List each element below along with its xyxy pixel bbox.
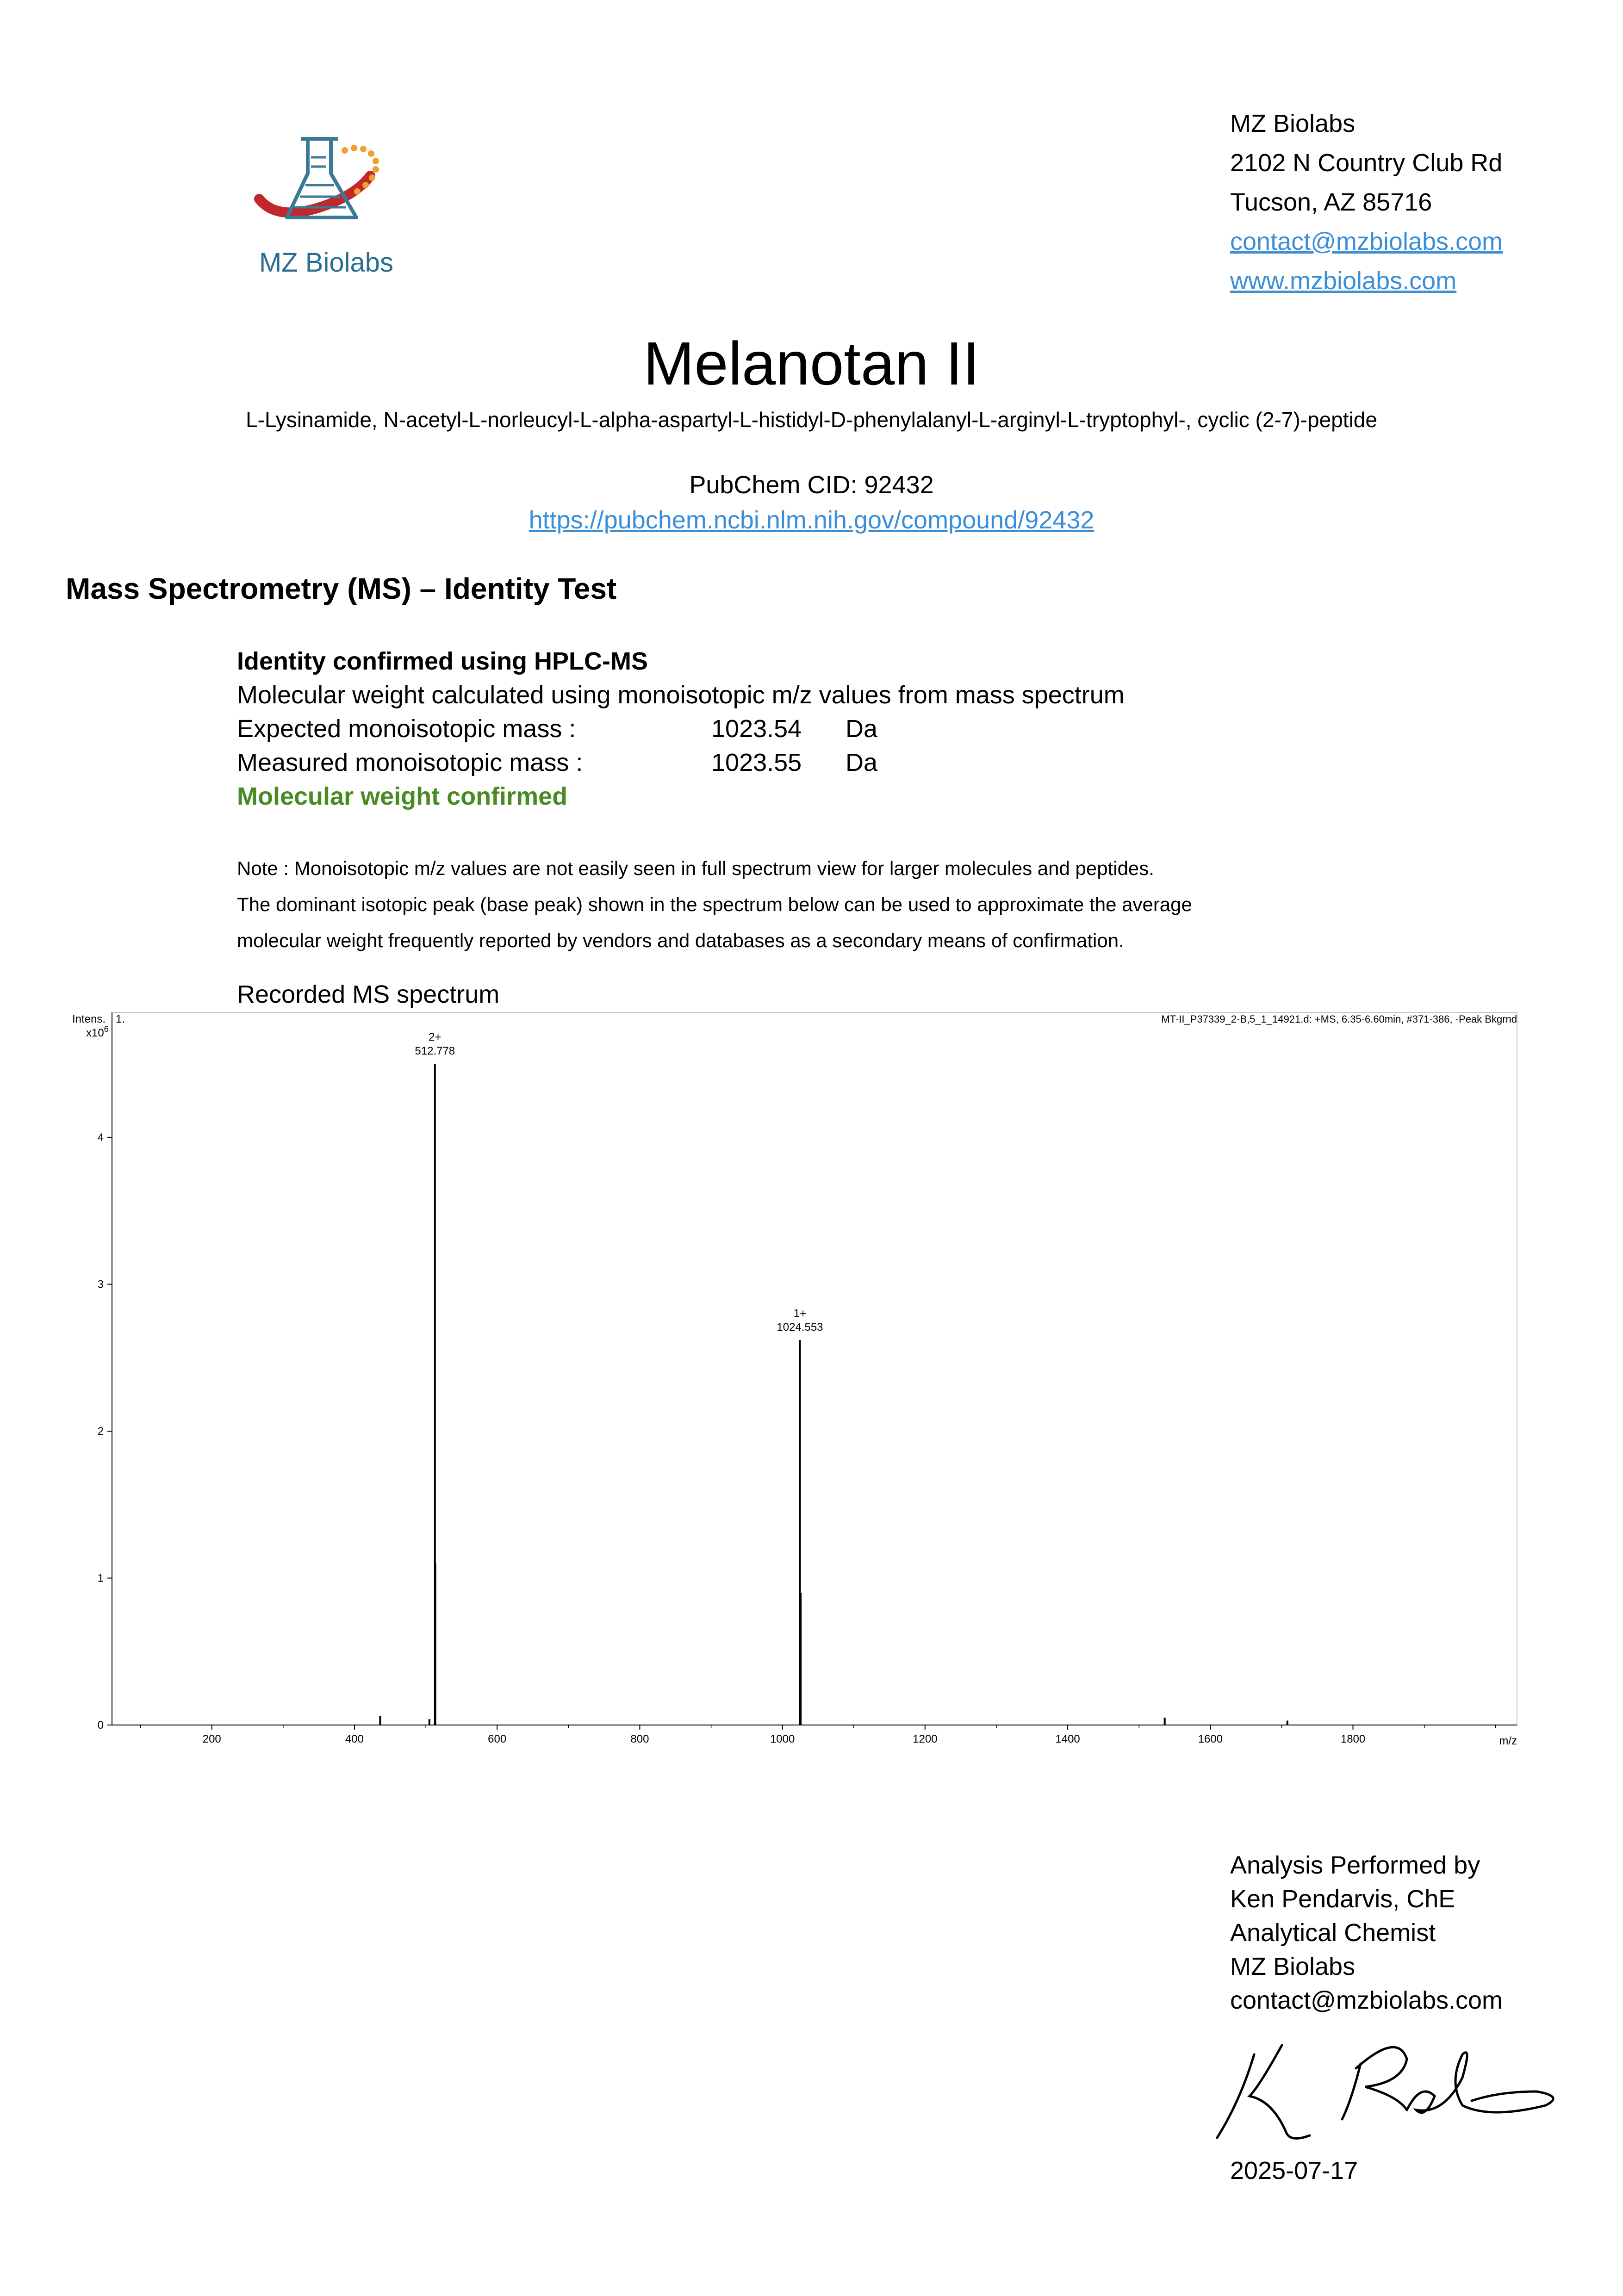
x-axis-label: m/z — [1499, 1735, 1517, 1747]
plot-frame — [112, 1012, 1517, 1725]
spectrum-plot — [69, 1009, 1523, 1758]
company-name: MZ Biolabs — [1230, 110, 1356, 137]
identity-method: Identity confirmed using HPLC-MS — [237, 647, 648, 675]
y-tick-label: 0 — [97, 1719, 104, 1731]
section-heading: Mass Spectrometry (MS) – Identity Test — [66, 572, 617, 605]
logo-text: MZ Biolabs — [259, 248, 394, 278]
analyst-title: Analytical Chemist — [1230, 1919, 1436, 1947]
analyst-company: MZ Biolabs — [1230, 1953, 1356, 1980]
x-tick-label: 1400 — [1055, 1733, 1080, 1745]
handwritten-signature-icon — [1203, 2027, 1569, 2166]
signature-date: 2025-07-17 — [1230, 2157, 1358, 2184]
analysis-label: Analysis Performed by — [1230, 1851, 1480, 1879]
x-tick-label: 1200 — [913, 1733, 938, 1745]
identity-description: Molecular weight calculated using monoisotopic m/z values from mass spectrum — [237, 681, 1125, 709]
analyst-name: Ken Pendarvis, ChE — [1230, 1885, 1455, 1913]
y-tick-label: 4 — [97, 1131, 104, 1144]
company-street: 2102 N Country Club Rd — [1230, 149, 1503, 177]
peak-mz-label: 1024.553 — [777, 1321, 823, 1334]
measured-mass-label: Measured monoisotopic mass : — [237, 749, 583, 776]
y-tick-label: 3 — [97, 1278, 104, 1291]
expected-mass-unit: Da — [846, 715, 878, 743]
note-block — [237, 850, 1192, 959]
identity-results — [237, 645, 1125, 813]
peak-charge-label: 1+ — [793, 1307, 807, 1320]
pubchem-info — [0, 467, 1623, 538]
company-logo — [250, 130, 403, 278]
x-tick-label: 600 — [488, 1733, 507, 1745]
panel-label: 1. — [116, 1013, 125, 1025]
x-tick-label: 800 — [630, 1733, 649, 1745]
note-line: molecular weight frequently reported by vendors and databases as a secondary means of confirmation. — [237, 930, 1124, 951]
flask-logo-icon — [250, 130, 403, 241]
measured-mass-unit: Da — [846, 749, 878, 776]
result-status: Molecular weight confirmed — [237, 782, 568, 810]
pubchem-link[interactable]: https://pubchem.ncbi.nlm.nih.gov/compound/92432 — [529, 506, 1094, 534]
measured-mass-value: 1023.55 — [711, 749, 802, 776]
pubchem-cid: PubChem CID: 92432 — [689, 471, 934, 499]
y-tick-label: 2 — [97, 1425, 104, 1438]
signature — [1203, 2027, 1569, 2166]
measured-mass-row — [237, 746, 1125, 780]
x-tick-label: 1800 — [1340, 1733, 1366, 1745]
x-tick-label: 1000 — [770, 1733, 795, 1745]
company-website-link[interactable]: www.mzbiolabs.com — [1230, 267, 1457, 295]
chart-header: MT-II_P37339_2-B,5_1_14921.d: +MS, 6.35-6.60min, #371-386, -Peak Bkgrnd — [1161, 1013, 1517, 1025]
company-city: Tucson, AZ 85716 — [1230, 188, 1432, 216]
note-line: The dominant isotopic peak (base peak) shown in the spectrum below can be used to approximate the average — [237, 894, 1192, 915]
compound-iupac-name: L-Lysinamide, N-acetyl-L-norleucyl-L-alpha-aspartyl-L-histidyl-D-phenylalanyl-L-arginyl-L-tryptophyl-, cyclic (2-7)-peptide — [246, 408, 1377, 432]
note-line: Note : Monoisotopic m/z values are not easily seen in full spectrum view for larger molecules and peptides. — [237, 857, 1154, 879]
analyst-block — [1230, 1849, 1503, 2017]
y-tick-label: 1 — [97, 1572, 104, 1585]
spectrum-caption: Recorded MS spectrum — [237, 980, 500, 1008]
x-tick-label: 1600 — [1198, 1733, 1223, 1745]
peak-charge-label: 2+ — [429, 1031, 442, 1044]
y-scale-label: $x10^6$ — [86, 1024, 109, 1039]
compound-title: Melanotan II — [643, 329, 980, 397]
company-email-link[interactable]: contact@mzbiolabs.com — [1230, 228, 1503, 255]
y-axis-label: Intens. — [72, 1013, 106, 1025]
x-tick-label: 400 — [345, 1733, 364, 1745]
peak-mz-label: 512.778 — [415, 1045, 455, 1058]
expected-mass-value: 1023.54 — [711, 715, 802, 743]
company-address — [1230, 104, 1503, 301]
x-tick-label: 200 — [202, 1733, 221, 1745]
expected-mass-row — [237, 712, 1125, 746]
ms-spectrum-chart — [69, 1009, 1523, 1758]
analyst-email: contact@mzbiolabs.com — [1230, 1986, 1503, 2014]
expected-mass-label: Expected monoisotopic mass : — [237, 715, 576, 743]
